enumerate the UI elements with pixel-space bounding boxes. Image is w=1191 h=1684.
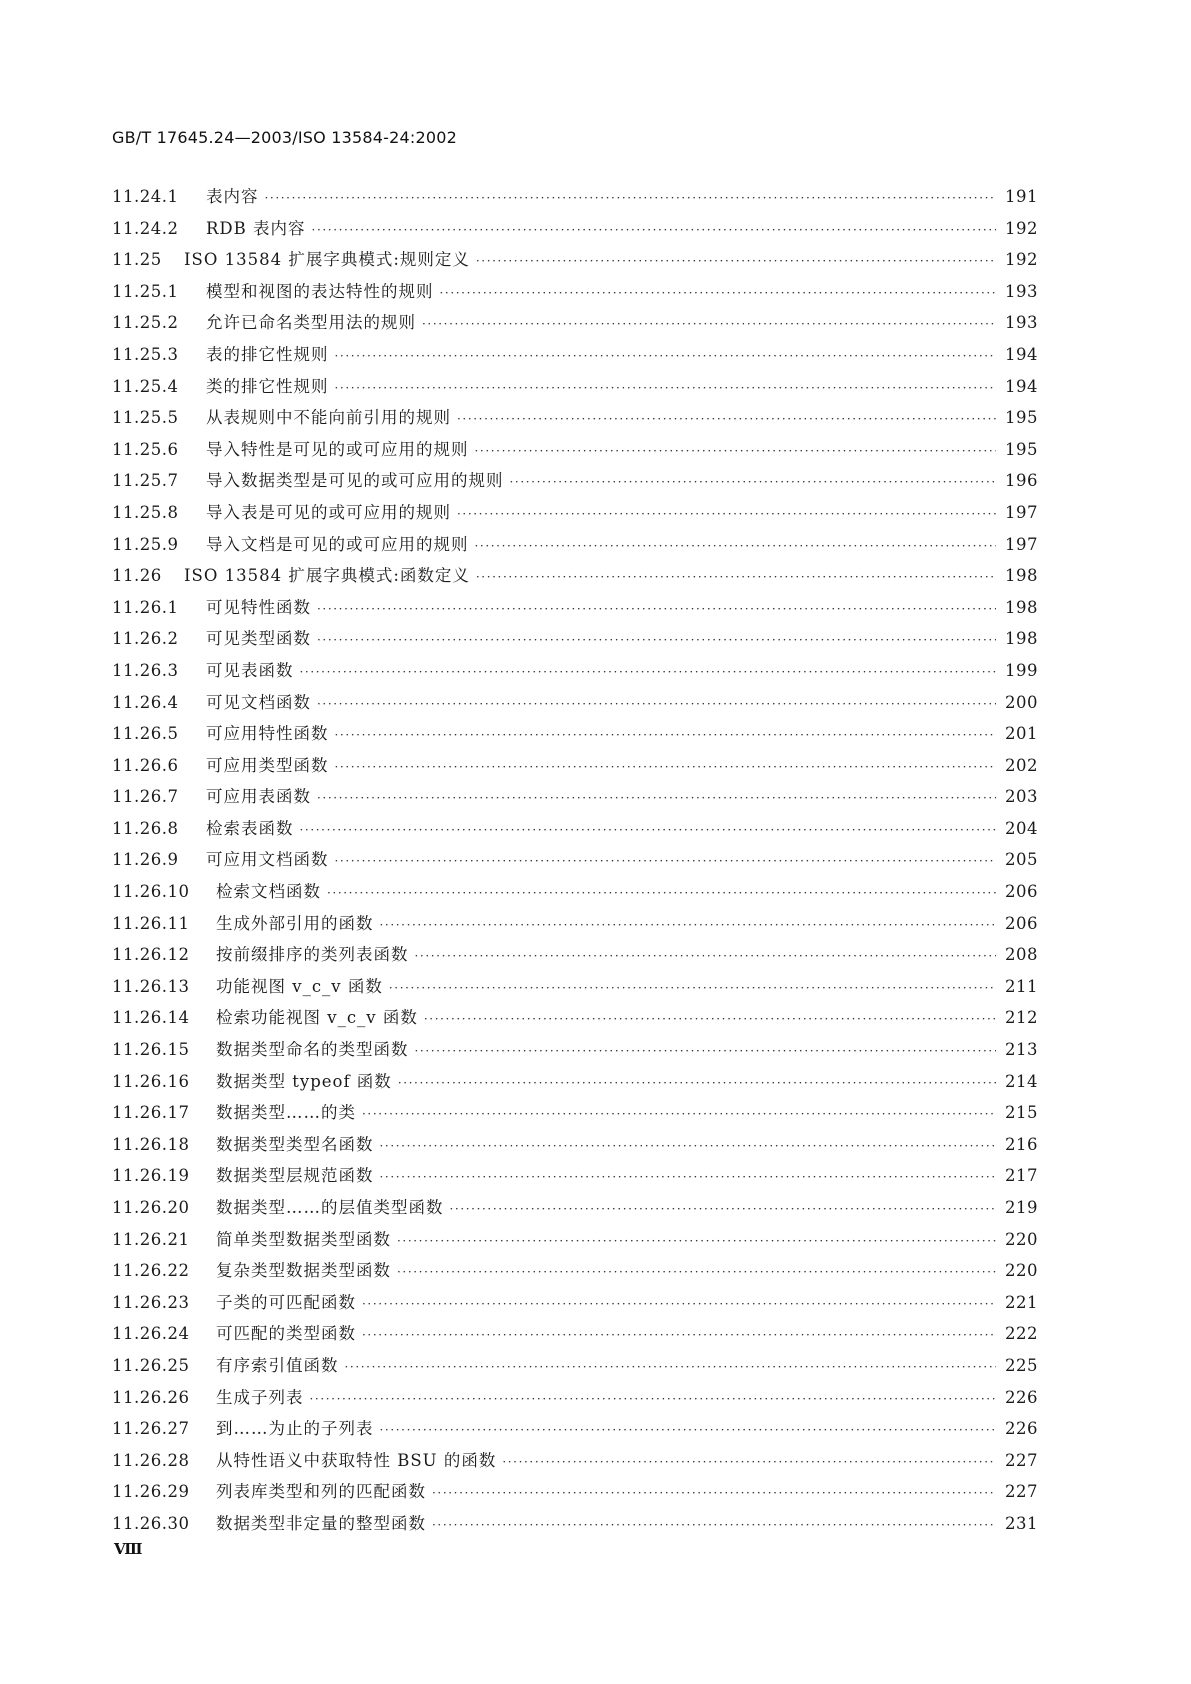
toc-leader-dots [398,1068,996,1100]
toc-leader-dots [502,1447,996,1479]
toc-entry-title: ISO 13584 扩展字典模式:函数定义 [184,566,470,586]
toc-entry[interactable] [112,402,1038,434]
toc-entry[interactable] [112,1287,1038,1319]
toc-entry-title: 可应用文档函数 [206,850,329,870]
toc-entry-title: 数据类型类型名函数 [216,1134,374,1154]
toc-leader-dots [380,1415,997,1447]
toc-entry-page: 195 [1005,408,1038,428]
toc-entry[interactable] [112,1350,1038,1382]
toc-entry[interactable] [112,813,1038,845]
toc-entry-page: 200 [1005,692,1038,712]
toc-entry[interactable] [112,1413,1038,1445]
toc-entry-title: 数据类型非定量的整型函数 [216,1513,426,1533]
toc-entry[interactable] [112,1382,1038,1414]
toc-entry-title: 功能视图 v_c_v 函数 [216,976,383,996]
toc-entry-page: 193 [1005,313,1038,333]
toc-entry-number: 11.24.2 [112,218,179,238]
toc-entry-title: 按前缀排序的类列表函数 [216,945,409,965]
toc-leader-dots [424,1004,996,1036]
toc-entry-page: 192 [1005,218,1038,238]
toc-entry-number: 11.26.10 [112,882,190,902]
toc-leader-dots [432,1510,996,1542]
toc-leader-dots [317,594,996,626]
toc-entry-title: 数据类型……的层值类型函数 [216,1198,444,1217]
toc-entry-page: 206 [1005,913,1038,933]
toc-entry[interactable] [112,244,1038,276]
toc-entry-number: 11.26.18 [112,1134,190,1154]
toc-entry[interactable] [112,465,1038,497]
toc-entry-title: 可应用表函数 [206,787,311,807]
toc-entry-title: 从表规则中不能向前引用的规则 [206,408,451,428]
toc-leader-dots [510,467,997,499]
toc-entry-page: 214 [1005,1071,1038,1091]
toc-leader-dots [457,499,996,531]
toc-entry-page: 199 [1005,660,1038,680]
toc-entry-number: 11.25.7 [112,471,179,491]
toc-leader-dots [335,341,997,373]
toc-entry-number: 11.26.6 [112,755,179,775]
toc-entry[interactable] [112,276,1038,308]
toc-entry-number: 11.26.30 [112,1513,190,1533]
toc-entry-title: 复杂类型数据类型函数 [216,1261,391,1281]
toc-entry-page: 211 [1005,976,1038,996]
toc-entry-page: 220 [1005,1229,1038,1249]
toc-entry-title: 简单类型数据类型函数 [216,1229,391,1249]
toc-entry-page: 225 [1005,1355,1038,1375]
toc-entry-number: 11.26.5 [112,724,179,744]
toc-entry-page: 197 [1005,534,1038,554]
toc-entry-title: 有序索引值函数 [216,1355,339,1375]
toc-entry-title: 允许已命名类型用法的规则 [206,313,416,333]
toc-entry-page: 226 [1005,1387,1038,1407]
toc-entry-page: 194 [1005,376,1038,396]
toc-entry-page: 217 [1005,1166,1038,1186]
toc-entry-number: 11.26.27 [112,1419,190,1439]
toc-entry-number: 11.25.1 [112,281,179,301]
toc-entry-number: 11.25.3 [112,344,179,364]
toc-entry-page: 197 [1005,502,1038,522]
toc-entry-title: 可见文档函数 [206,692,311,712]
toc-entry-title: 数据类型 typeof 函数 [216,1071,392,1091]
toc-leader-dots [317,689,996,721]
toc-entry[interactable] [112,1445,1038,1477]
toc-entry-page: 227 [1005,1482,1038,1502]
toc-leader-dots [335,752,997,784]
toc-entry[interactable] [112,1034,1038,1066]
toc-leader-dots [476,562,996,594]
toc-leader-dots [310,1384,997,1416]
toc-entry-number: 11.26.14 [112,1008,190,1028]
toc-entry-title: 可应用类型函数 [206,755,329,775]
toc-entry[interactable] [112,1002,1038,1034]
toc-entry-page: 206 [1005,882,1038,902]
toc-entry[interactable] [112,1160,1038,1192]
toc-entry-number: 11.25.9 [112,534,179,554]
toc-entry-number: 11.26.24 [112,1324,190,1344]
toc-entry[interactable] [112,908,1038,940]
toc-entry-number: 11.26.23 [112,1292,190,1312]
toc-leader-dots [389,973,996,1005]
toc-entry[interactable] [112,1508,1038,1540]
toc-entry-page: 227 [1005,1450,1038,1470]
toc-leader-dots [432,1478,996,1510]
toc-entry-page: 198 [1005,597,1038,617]
toc-entry-title: 数据类型层规范函数 [216,1166,374,1186]
toc-leader-dots [345,1352,997,1384]
toc-entry-number: 11.26.7 [112,787,179,807]
toc-entry-page: 191 [1005,187,1038,206]
toc-entry[interactable] [112,750,1038,782]
toc-entry[interactable] [112,781,1038,813]
toc-entry-number: 11.25.8 [112,502,179,522]
toc-leader-dots [335,373,997,405]
toc-entry-page: 219 [1005,1198,1038,1217]
toc-leader-dots [475,436,997,468]
toc-entry-title: 可匹配的类型函数 [216,1324,356,1344]
page-number: Ⅷ [114,1540,142,1558]
toc-entry-title: 可见特性函数 [206,597,311,617]
toc-entry[interactable] [112,213,1038,245]
toc-entry[interactable] [112,307,1038,339]
toc-entry[interactable] [112,876,1038,908]
toc-entry-number: 11.26.2 [112,629,179,649]
toc-entry-title: 导入表是可见的或可应用的规则 [206,502,451,522]
toc-entry-title: 表内容 [206,187,259,206]
toc-leader-dots [415,1036,997,1068]
toc-entry-page: 226 [1005,1419,1038,1439]
toc-entry-number: 11.26 [112,566,162,586]
toc-entry[interactable] [112,655,1038,687]
toc-entry[interactable] [112,1255,1038,1287]
toc-entry-page: 193 [1005,281,1038,301]
toc-entry-number: 11.25.4 [112,376,179,396]
toc-entry-title: RDB 表内容 [206,218,306,238]
toc-entry-number: 11.26.12 [112,945,190,965]
toc-leader-dots [317,783,996,815]
toc-entry[interactable] [112,371,1038,403]
toc-entry-title: 数据类型……的类 [216,1103,356,1123]
toc-leader-dots [265,183,997,215]
toc-entry-page: 194 [1005,344,1038,364]
toc-entry-page: 195 [1005,439,1038,459]
toc-leader-dots [335,846,997,878]
toc-entry-page: 221 [1005,1292,1038,1312]
toc-leader-dots [300,657,997,689]
toc-leader-dots [415,941,997,973]
toc-entry-number: 11.26.8 [112,818,179,838]
toc-leader-dots [317,625,996,657]
toc-leader-dots [422,309,996,341]
toc-entry-page: 198 [1005,629,1038,649]
toc-entry-number: 11.26.28 [112,1450,190,1470]
toc-entry-page: 213 [1005,1040,1038,1060]
toc-leader-dots [327,878,996,910]
toc-leader-dots [380,1131,997,1163]
toc-entry-page: 202 [1005,755,1038,775]
toc-entry-number: 11.26.29 [112,1482,190,1502]
toc-entry-title: 生成外部引用的函数 [216,913,374,933]
toc-entry[interactable] [112,844,1038,876]
toc-entry[interactable] [112,181,1038,213]
toc-entry-number: 11.26.19 [112,1166,190,1186]
toc-leader-dots [397,1257,996,1289]
toc-entry-title: 检索表函数 [206,818,294,838]
toc-entry-number: 11.26.4 [112,692,179,712]
toc-leader-dots [440,278,997,310]
toc-entry[interactable] [112,623,1038,655]
toc-entry-number: 11.25.2 [112,313,179,333]
toc-entry-title: 模型和视图的表达特性的规则 [206,281,434,301]
toc-leader-dots [450,1194,997,1226]
page-header: GB/T 17645.24—2003/ISO 13584-24:2002 [112,128,457,147]
toc-entry-title: 列表库类型和列的匹配函数 [216,1482,426,1502]
toc-leader-dots [362,1320,996,1352]
toc-entry-page: 215 [1005,1103,1038,1123]
toc-entry-title: 检索文档函数 [216,882,321,902]
toc-entry[interactable] [112,1066,1038,1098]
toc-entry-number: 11.26.13 [112,976,190,996]
toc-entry[interactable] [112,1097,1038,1129]
toc-leader-dots [475,531,997,563]
toc-leader-dots [380,1162,997,1194]
toc-entry-title: 检索功能视图 v_c_v 函数 [216,1008,418,1028]
toc-entry[interactable] [112,434,1038,466]
toc-leader-dots [380,910,997,942]
toc-leader-dots [397,1226,996,1258]
toc-entry-title: 到……为止的子列表 [216,1419,374,1439]
toc-entry-page: 198 [1005,566,1038,586]
toc-entry-number: 11.26.3 [112,660,179,680]
toc-leader-dots [300,815,997,847]
toc-entry-number: 11.25 [112,250,162,270]
toc-entry-page: 216 [1005,1134,1038,1154]
toc-entry-title: 导入特性是可见的或可应用的规则 [206,439,469,459]
toc-entry-title: 类的排它性规则 [206,376,329,396]
toc-entry[interactable] [112,339,1038,371]
toc-entry-page: 203 [1005,787,1038,807]
toc-entry[interactable] [112,1129,1038,1161]
toc-entry-number: 11.26.26 [112,1387,190,1407]
toc-entry[interactable] [112,1318,1038,1350]
toc-entry-title: 导入数据类型是可见的或可应用的规则 [206,471,504,491]
toc-entry-page: 192 [1005,250,1038,270]
toc-entry-page: 196 [1005,471,1038,491]
toc-entry-page: 205 [1005,850,1038,870]
toc-leader-dots [476,246,996,278]
toc-entry-number: 11.26.1 [112,597,179,617]
toc-entry-number: 11.26.9 [112,850,179,870]
toc-entry-title: 数据类型命名的类型函数 [216,1040,409,1060]
toc-entry[interactable] [112,529,1038,561]
toc-entry-page: 220 [1005,1261,1038,1281]
toc-entry-title: 从特性语义中获取特性 BSU 的函数 [216,1450,497,1470]
toc-entry[interactable] [112,592,1038,624]
toc-entry-title: 可应用特性函数 [206,724,329,744]
toc-entry-title: 可见表函数 [206,660,294,680]
toc-entry-number: 11.26.15 [112,1040,190,1060]
toc-leader-dots [457,404,996,436]
toc-entry[interactable] [112,560,1038,592]
toc-entry-title: 表的排它性规则 [206,344,329,364]
toc-entry-page: 201 [1005,724,1038,744]
toc-entry[interactable] [112,687,1038,719]
toc-entry[interactable] [112,1476,1038,1508]
toc-entry[interactable] [112,497,1038,529]
toc-entry[interactable] [112,971,1038,1003]
toc-leader-dots [312,215,996,247]
toc-entry-title: ISO 13584 扩展字典模式:规则定义 [184,250,470,270]
toc-leader-dots [362,1099,996,1131]
toc-entry-page: 208 [1005,945,1038,965]
toc-entry-number: 11.26.22 [112,1261,190,1281]
toc-entry-number: 11.26.20 [112,1198,190,1217]
toc-entry[interactable] [112,1224,1038,1256]
toc-entry-page: 212 [1005,1008,1038,1028]
toc-entry-number: 11.26.16 [112,1071,190,1091]
toc-entry-number: 11.26.17 [112,1103,190,1123]
toc-leader-dots [335,720,997,752]
toc-entry[interactable] [112,1192,1038,1224]
toc-leader-dots [362,1289,996,1321]
toc-entry-title: 导入文档是可见的或可应用的规则 [206,534,469,554]
toc-entry[interactable] [112,939,1038,971]
toc-entry-title: 生成子列表 [216,1387,304,1407]
toc-entry-page: 204 [1005,818,1038,838]
toc-entry-title: 可见类型函数 [206,629,311,649]
toc-entry-number: 11.24.1 [112,187,179,206]
toc-entry-number: 11.26.11 [112,913,190,933]
toc-entry-page: 231 [1005,1513,1038,1533]
toc-entry-title: 子类的可匹配函数 [216,1292,356,1312]
toc-entry-number: 11.25.5 [112,408,179,428]
toc-entry[interactable] [112,718,1038,750]
toc-entry-number: 11.26.21 [112,1229,190,1249]
table-of-contents [112,181,1038,1540]
toc-entry-number: 11.26.25 [112,1355,190,1375]
toc-entry-page: 222 [1005,1324,1038,1344]
toc-entry-number: 11.25.6 [112,439,179,459]
